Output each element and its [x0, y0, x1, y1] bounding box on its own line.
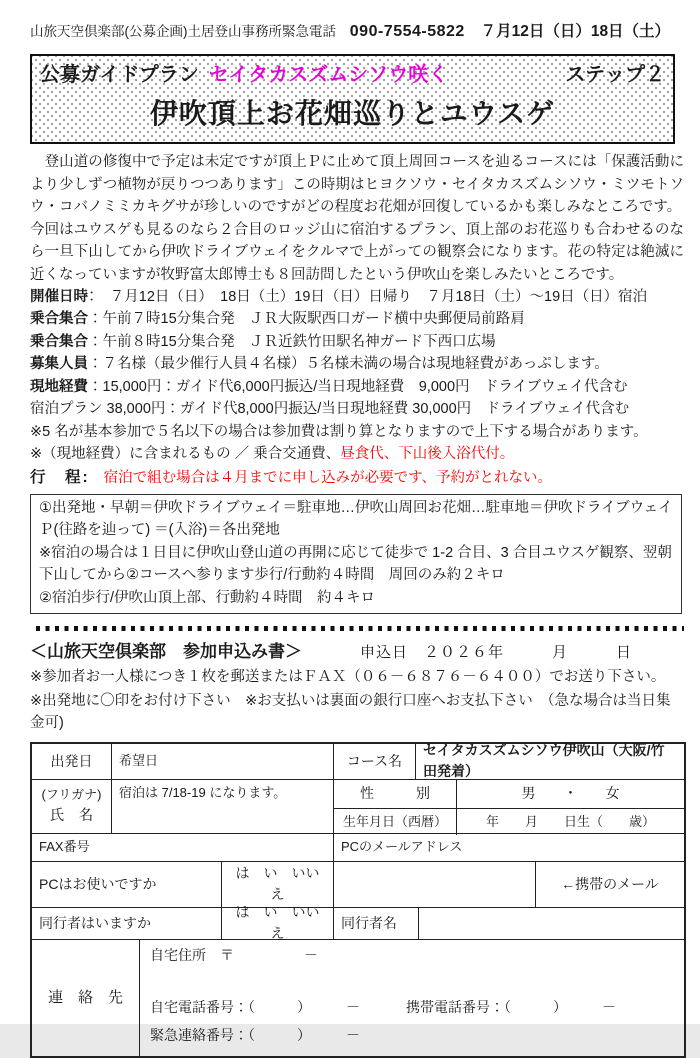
detail-date	[30, 286, 684, 308]
pc-yes-no-choice[interactable]: は い いいえ	[222, 862, 334, 907]
plan-type-label: 公募ガイドプラン	[40, 63, 199, 86]
companion-name-input[interactable]	[419, 908, 684, 939]
detail-meet1-label: 乗合集合	[30, 311, 88, 328]
name-label: 氏 名	[49, 808, 94, 825]
pc-mail-field[interactable]: PCのメールアドレス	[341, 839, 463, 855]
table-row-pc	[32, 862, 684, 908]
sex-label: 性 別	[334, 780, 457, 808]
phone-fields	[150, 997, 674, 1019]
itinerary-line-1: ①出発地・早朝＝伊吹ドライブウェイ＝駐車地…伊吹山周回お花畑…駐車地＝伊吹ドライブウェイ Ｐ(往路を辿って) ＝(入浴)＝各出発地	[39, 499, 673, 539]
itinerary-label: 行 程:	[30, 468, 90, 486]
detail-meet-osaka	[30, 308, 684, 330]
step-label: ステップ２	[565, 63, 665, 86]
wish-date-field[interactable]: 希望日	[112, 744, 334, 779]
fax-number-field[interactable]: FAX番号	[32, 834, 334, 861]
birthdate-field[interactable]: 年 月 日生（ 歳）	[485, 813, 655, 829]
sex-birth-stack	[334, 780, 684, 833]
detail-split-note: ※5 名が基本参加で５名以下の場合は参加費は割り算となりますので上下する場合があります。	[30, 423, 648, 440]
detail-capacity-value: ：７名様（最少催行人員４名様）５名様未満の場合は現地経費があっぷします。	[88, 356, 609, 373]
companion-yes-no-choice[interactable]: は い いいえ	[222, 908, 334, 939]
detail-date-label: 開催日時	[30, 289, 88, 305]
furigana-label: (フリガナ)	[41, 787, 102, 803]
name-field-label	[32, 780, 112, 833]
table-row-contact	[32, 940, 684, 1056]
companion-name-label: 同行者名	[334, 908, 419, 939]
contact-fields	[140, 940, 684, 1056]
detail-itinerary-note	[30, 466, 684, 490]
mobile-phone-field[interactable]: 携帯電話番号：（ ） －	[406, 999, 616, 1016]
table-row-fax-mail	[32, 834, 684, 862]
application-note-1: ※参加者お一人様につき１枚を郵送またはＦＡＸ（０６－６８７６－６４００）でお送り下さい。	[30, 669, 666, 686]
contact-label: 連 絡 先	[32, 940, 140, 1056]
dotted-cut-line	[36, 626, 684, 631]
detail-capacity-label: 募集人員	[30, 356, 88, 373]
header-line	[30, 20, 684, 45]
intro-paragraph-2: 今回はユウスゲも見るのなら２合目のロッジ山に宿泊するプラン、頂上部のお花巡りも合わせるのなら一旦下山してから伊吹ドライブウェイをクルマで上がっての観察会になります。花の特定は絶滅に近くなっていますが牧野富太郎博士も８回訪問したという伊吹山を楽しみたいところです。	[30, 221, 684, 283]
main-title: 伊吹頂上お花畑巡りとユウスゲ	[149, 97, 556, 129]
pc-mail-input[interactable]	[334, 862, 536, 907]
pc-question-label: PCはお使いですか	[32, 862, 222, 907]
application-date-line: 申込日 ２０２６年 月 日	[360, 644, 633, 662]
birthdate-label: 生年月日（西暦）	[334, 809, 457, 835]
itinerary-line-2: ※宿泊の場合は１日目に伊吹山登山道の再開に応じて徒歩で 1-2 合目、3 合目ユウスゲ観察、翌朝下山してから②コースへ参ります歩行/行動約４時間 周回のみ約２キロ	[39, 544, 672, 584]
detail-meet2-label: 乗合集合	[30, 333, 88, 350]
application-title: ＜山旅天空倶楽部 参加申込み書＞	[30, 642, 302, 662]
table-row-departure	[32, 741, 684, 780]
itinerary-line-3: ②宿泊歩行/伊吹山頂上部、行動約４時間 約４キロ	[39, 589, 376, 606]
included-red-note: 昼食代、下山後入浴代付。	[340, 446, 515, 463]
detail-included	[30, 443, 684, 465]
included-prefix: ※（現地経費）に含まれるもの ／ 乗合交通費、	[30, 446, 341, 463]
departure-date-label: 出発日	[32, 744, 112, 779]
home-phone-field[interactable]: 自宅電話番号：（ ） －	[150, 999, 360, 1016]
companion-question-label: 同行者はいますか	[32, 908, 222, 939]
title-line1	[40, 60, 665, 91]
mobile-mail-note: ←携帯のメール	[561, 875, 659, 892]
detail-capacity	[30, 353, 684, 375]
itinerary-box	[30, 494, 682, 614]
table-row-companion	[32, 903, 684, 942]
name-input-field[interactable]: 宿泊は 7/18-19 になります。	[112, 780, 334, 833]
detail-fee	[30, 376, 684, 398]
course-name-label: コース名	[334, 744, 416, 779]
itinerary-red-note: 宿泊で組む場合は４月までに申し込みが必要です、予約がとれない。	[103, 469, 553, 486]
detail-meet-takeda	[30, 331, 684, 353]
sex-subrow	[334, 780, 684, 808]
sex-choice[interactable]: 男 ・ 女	[521, 784, 620, 801]
detail-meet1-value: ：午前７時15分集合発 ＪＲ大阪駅西口ガード横中央郵便局前路肩	[88, 311, 525, 328]
table-row-name	[32, 780, 684, 834]
application-header	[30, 639, 684, 665]
detail-fee-value: ：15,000円：ガイド代6,000円振込/当日現地経費 9,000円 ドライブウェイ代含む	[88, 378, 628, 395]
application-form-table	[30, 742, 686, 1058]
emergency-phone-field[interactable]: 緊急連絡番号：（ ） －	[150, 1027, 360, 1044]
detail-date-value: ： ７月12日（日） 18日（土）19日（日）日帰り ７月18日（土）～19日（日）宿泊	[88, 289, 648, 305]
intro-paragraph-1: 登山道の修復中で予定は未定ですが頂上Ｐに止めて頂上周回コースを辿るコースには「保護活動により少しずつ植物が戻りつつあります」この時期はヒヨクソウ・セイタカスズムシソウ・ミツモトソウ・コバノミミカキグサが珍しいのですがどの程度お花畑が回復しているかも楽しみなところです。	[30, 154, 684, 216]
club-name: 山旅天空倶楽部(公募企画)土居登山事務所緊急電話	[30, 24, 336, 39]
emergency-phone-number: 090-7554-5822	[349, 23, 465, 40]
detail-fee-label: 現地経費	[30, 378, 88, 395]
title-box	[30, 54, 675, 144]
event-dates: ７月12日（日）18日（土）	[480, 23, 671, 40]
course-name-value: セイタカスズムシソウ伊吹山（大阪/竹田発着）	[423, 741, 665, 780]
home-address-field[interactable]: 自宅住所 〒 －	[150, 946, 318, 963]
detail-lodging-fee: 宿泊プラン 38,000円：ガイド代8,000円振込/当日現地経費 30,000円 ドライブウェイ代含む	[30, 401, 630, 418]
birth-subrow	[334, 808, 684, 835]
flower-highlight-label: セイタカスズムシソウ咲く	[208, 63, 449, 86]
application-note-2: ※出発地に〇印をお付け下さい ※お支払いは裏面の銀行口座へお支払下さい （急な場合は当日集金可)	[30, 692, 671, 732]
detail-meet2-value: ：午前８時15分集合発 ＪＲ近鉄竹田駅名神ガード下西口広場	[88, 333, 496, 350]
